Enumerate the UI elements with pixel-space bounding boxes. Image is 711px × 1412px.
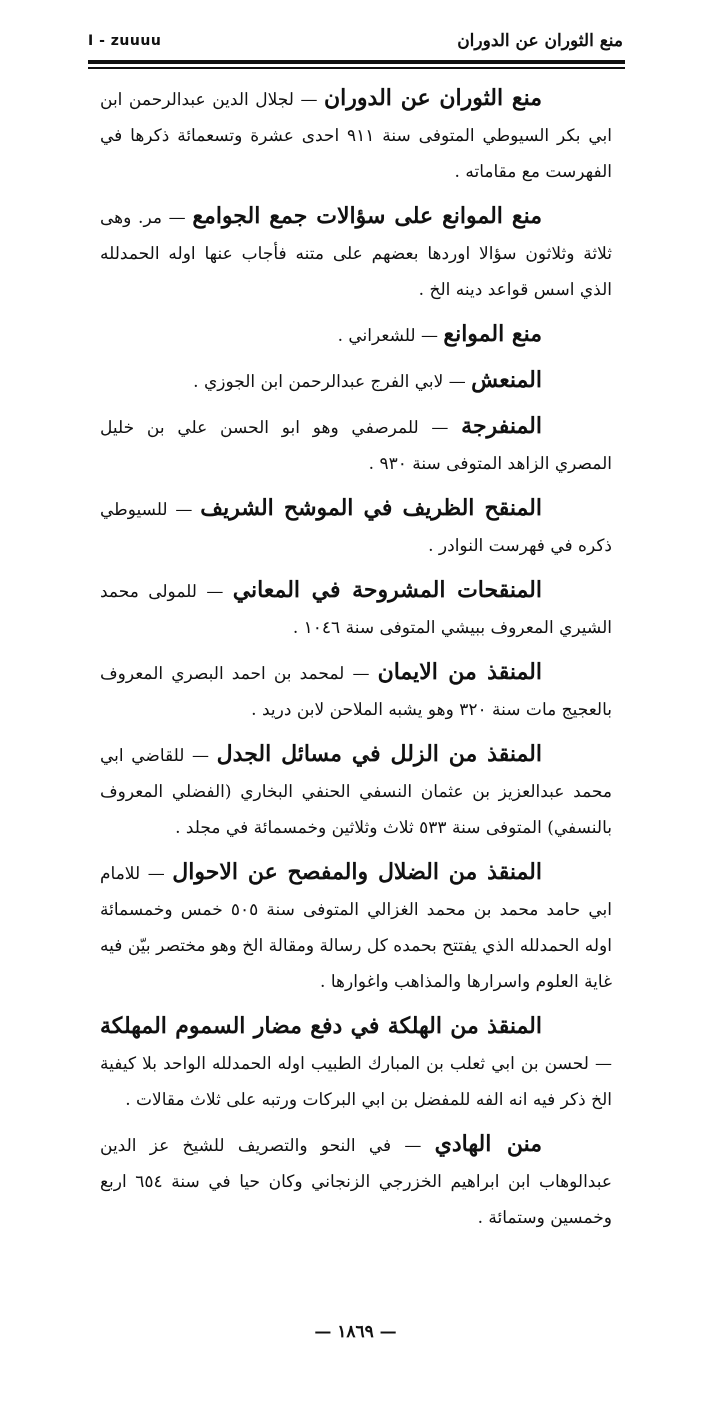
- entry-title: المنقذ من الايمان: [377, 659, 543, 685]
- entry-11: [100, 1008, 612, 1118]
- header-rule-thick: [88, 60, 625, 64]
- entry-title: المنقذ من الهلكة في دفع مضار السموم المهلكة: [100, 1013, 542, 1039]
- running-title: منع الثوران عن الدوران: [457, 31, 623, 51]
- entry-text: — لحسن بن ابي ثعلب بن المبارك الطبيب اوله الحمدلله الواحد بلا كيفية الخ ذكر فيه انه الفه للمفضل بن ابي البركات ورتبه على ثلاث مقالات .: [100, 1054, 612, 1110]
- entry-8: [100, 654, 612, 728]
- entry-title: منع الموانع: [443, 321, 542, 347]
- entry-9: [100, 736, 612, 846]
- entry-12: [100, 1126, 612, 1236]
- page-header: [88, 26, 623, 56]
- entry-4: [100, 362, 612, 400]
- entry-5: [100, 408, 612, 482]
- entry-title: المنقحات المشروحة في المعاني: [232, 577, 542, 603]
- entry-title: المنعش: [471, 367, 542, 393]
- entry-3: [100, 316, 612, 354]
- entry-text: — في النحو والتصريف للشيخ عز الدين عبدالوهاب ابن ابراهيم الخزرجي الزنجاني وكان حيا في سنة ٦٥٤ اربع وخمسين وستمائة .: [100, 1136, 613, 1228]
- entry-text: — للمولى محمد الشيري المعروف ببيشي المتوفى سنة ١٠٤٦ .: [100, 582, 612, 638]
- entry-text: — للمرصفي وهو ابو الحسن علي بن خليل المصري الزاهد المتوفى سنة ٩٣٠ .: [100, 418, 612, 474]
- entry-title: المنقذ من الضلال والمفصح عن الاحوال: [172, 859, 542, 885]
- entry-text: — لابي الفرج عبدالرحمن ابن الجوزي .: [193, 372, 472, 392]
- entry-title: منن الهادي: [434, 1131, 542, 1157]
- entry-10: [100, 854, 612, 1000]
- header-rule-thin: [88, 67, 625, 69]
- entry-title: منع الموانع على سؤالات جمع الجوامع: [192, 203, 542, 229]
- entry-text: — لمحمد بن احمد البصري المعروف بالعجيج مات سنة ٣٢٠ وهو يشبه الملاحن لابن دريد .: [100, 664, 612, 720]
- entry-text: — مر. وهى ثلاثة وثلاثون سؤالا اوردها بعضهم على متنه فأجاب عنها اوله الحمدلله الذي اسس قواعد دينه الخ .: [100, 208, 612, 300]
- entry-text: — للقاضي ابي محمد عبدالعزيز بن عثمان النسفي الحنفي البخاري (الفضلي المعروف بالنسفي) المتوفى سنة ٥٣٣ ثلاث وثلاثين وخمسمائة في مجلد .: [100, 746, 612, 838]
- entry-title: المنقذ من الزلل في مسائل الجدل: [216, 741, 542, 767]
- entry-6: [100, 490, 612, 564]
- entry-2: [100, 198, 612, 308]
- entry-title: المنفرجة: [461, 413, 542, 439]
- entry-text: — لجلال الدين عبدالرحمن ابن ابي بكر السيوطي المتوفى سنة ٩١١ احدى عشرة وتسعمائة ذكرها في الفهرست مع مقاماته .: [100, 90, 612, 182]
- entry-title: منع الثوران عن الدوران: [324, 85, 543, 111]
- entry-text: — للامام ابي حامد محمد بن محمد الغزالي المتوفى سنة ٥٠٥ خمس وخمسمائة اوله الحمدلله الذي يفتتح بحمده كل رسالة ومقالة الخ وهو مختصر بيّن فيه غاية العلوم واسرارها والمذاهب واغوارها .: [100, 864, 613, 992]
- entry-7: [100, 572, 612, 646]
- header-code: I - zuuuu: [88, 33, 162, 49]
- entries-column: [100, 80, 612, 1244]
- entry-1: [100, 80, 612, 190]
- entry-title: المنقح الظريف في الموشح الشريف: [200, 495, 542, 521]
- page-number: — ١٨٦٩ —: [314, 1322, 397, 1342]
- entry-text: — للسيوطي ذكره في فهرست النوادر .: [100, 500, 612, 556]
- entry-text: — للشعراني .: [337, 326, 444, 346]
